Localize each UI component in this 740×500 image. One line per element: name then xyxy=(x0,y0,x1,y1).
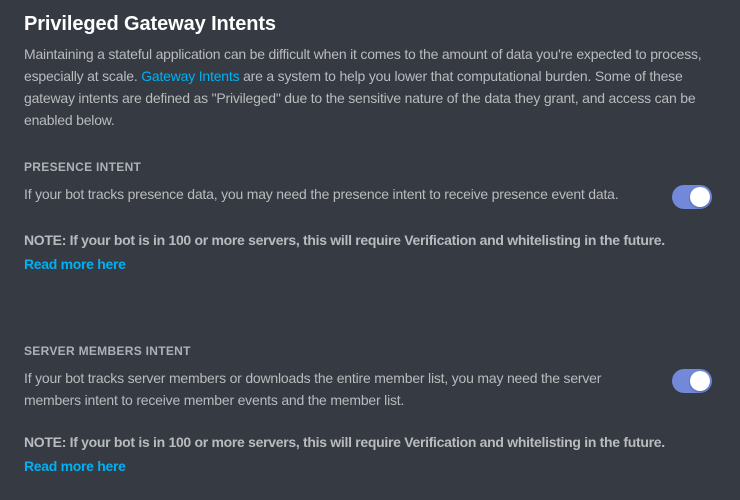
server-members-intent-row xyxy=(24,367,716,411)
server-members-intent-description: If your bot tracks server members or downloads the entire member list, you may need the server members intent to receive member events and the member list. xyxy=(24,370,602,408)
presence-intent-row xyxy=(24,183,716,209)
server-members-intent-note xyxy=(24,430,679,478)
note-text: NOTE: If your bot is in 100 or more servers, this will require Verification and whitelisting in the future. xyxy=(24,232,665,248)
settings-content xyxy=(24,12,716,478)
page-title: Privileged Gateway Intents xyxy=(24,13,276,35)
server-members-intent-toggle[interactable] xyxy=(672,369,712,393)
read-more-link[interactable]: Read more here xyxy=(24,458,126,474)
intro-text-after: are a system to help you lower that computational burden. Some of these gateway intents are defined as "Privileged" due to the sensitive nature of the data they grant, and access can be enabled below. xyxy=(24,68,696,128)
presence-intent-note xyxy=(24,228,679,276)
read-more-link[interactable]: Read more here xyxy=(24,256,126,272)
toggle-knob-icon xyxy=(690,371,710,391)
presence-intent-label: PRESENCE INTENT xyxy=(24,160,142,174)
intro-paragraph xyxy=(24,43,716,131)
presence-intent-toggle[interactable] xyxy=(672,185,712,209)
server-members-intent-label: SERVER MEMBERS INTENT xyxy=(24,344,191,358)
server-members-intent-section xyxy=(24,343,716,478)
gateway-intents-link[interactable]: Gateway Intents xyxy=(141,68,240,84)
presence-intent-description: If your bot tracks presence data, you may need the presence intent to receive presence event data. xyxy=(24,186,619,202)
note-text: NOTE: If your bot is in 100 or more servers, this will require Verification and whitelisting in the future. xyxy=(24,434,665,450)
toggle-knob-icon xyxy=(690,187,710,207)
presence-intent-section xyxy=(24,159,716,276)
intro-text-before: Maintaining a stateful application can be difficult when it comes to the amount of data you're expected to process, especially at scale. xyxy=(24,46,702,84)
